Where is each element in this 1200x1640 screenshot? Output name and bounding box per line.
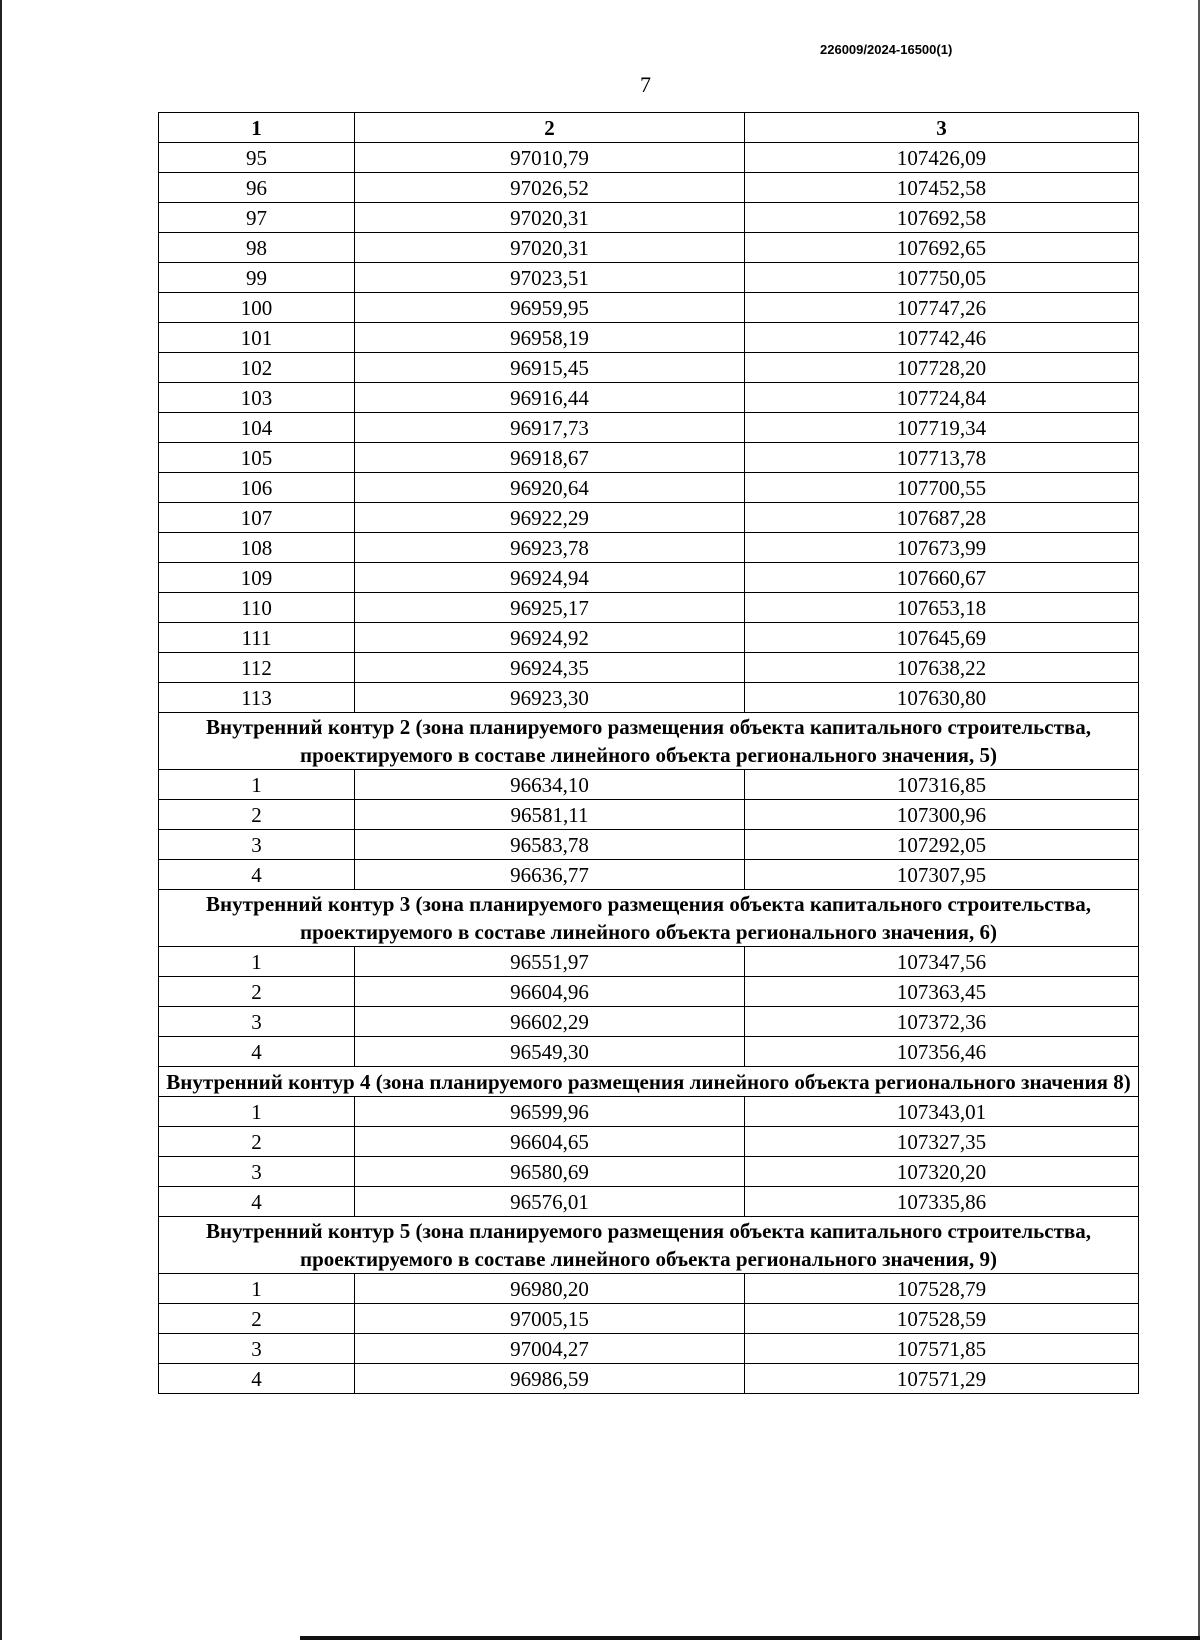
point-number-cell: 1 bbox=[159, 1097, 355, 1127]
table-row bbox=[159, 1127, 1139, 1157]
y-coordinate-cell: 107571,85 bbox=[745, 1334, 1139, 1364]
y-coordinate-cell: 107638,22 bbox=[745, 653, 1139, 683]
x-coordinate-cell: 97020,31 bbox=[355, 233, 745, 263]
point-number-cell: 109 bbox=[159, 563, 355, 593]
y-coordinate-cell: 107692,58 bbox=[745, 203, 1139, 233]
table-row bbox=[159, 593, 1139, 623]
x-coordinate-cell: 96576,01 bbox=[355, 1187, 745, 1217]
x-coordinate-cell: 96549,30 bbox=[355, 1037, 745, 1067]
column-header: 1 bbox=[159, 113, 355, 143]
table-row bbox=[159, 533, 1139, 563]
table-row bbox=[159, 947, 1139, 977]
y-coordinate-cell: 107327,35 bbox=[745, 1127, 1139, 1157]
section-heading: Внутренний контур 5 (зона планируемого размещения объекта капитального строительства, проектируемого в составе линейного объекта регионального значения, 9) bbox=[159, 1217, 1139, 1274]
table-row bbox=[159, 1304, 1139, 1334]
table-row bbox=[159, 383, 1139, 413]
y-coordinate-cell: 107452,58 bbox=[745, 173, 1139, 203]
y-coordinate-cell: 107571,29 bbox=[745, 1364, 1139, 1394]
point-number-cell: 111 bbox=[159, 623, 355, 653]
table-row bbox=[159, 563, 1139, 593]
y-coordinate-cell: 107645,69 bbox=[745, 623, 1139, 653]
x-coordinate-cell: 96918,67 bbox=[355, 443, 745, 473]
y-coordinate-cell: 107528,59 bbox=[745, 1304, 1139, 1334]
scan-bottom-edge bbox=[300, 1636, 1200, 1640]
table-row bbox=[159, 770, 1139, 800]
y-coordinate-cell: 107528,79 bbox=[745, 1274, 1139, 1304]
column-header: 3 bbox=[745, 113, 1139, 143]
table-row bbox=[159, 203, 1139, 233]
page-number: 7 bbox=[640, 72, 651, 97]
point-number-cell: 98 bbox=[159, 233, 355, 263]
table-body bbox=[159, 143, 1139, 1394]
y-coordinate-cell: 107700,55 bbox=[745, 473, 1139, 503]
point-number-cell: 100 bbox=[159, 293, 355, 323]
point-number-cell: 113 bbox=[159, 683, 355, 713]
section-heading: Внутренний контур 2 (зона планируемого размещения объекта капитального строительства, проектируемого в составе линейного объекта регионального значения, 5) bbox=[159, 713, 1139, 770]
point-number-cell: 104 bbox=[159, 413, 355, 443]
y-coordinate-cell: 107719,34 bbox=[745, 413, 1139, 443]
x-coordinate-cell: 96925,17 bbox=[355, 593, 745, 623]
point-number-cell: 112 bbox=[159, 653, 355, 683]
x-coordinate-cell: 96920,64 bbox=[355, 473, 745, 503]
point-number-cell: 2 bbox=[159, 1304, 355, 1334]
point-number-cell: 4 bbox=[159, 1037, 355, 1067]
point-number-cell: 3 bbox=[159, 1334, 355, 1364]
table-row bbox=[159, 830, 1139, 860]
table-row bbox=[159, 1097, 1139, 1127]
y-coordinate-cell: 107724,84 bbox=[745, 383, 1139, 413]
y-coordinate-cell: 107372,36 bbox=[745, 1007, 1139, 1037]
point-number-cell: 1 bbox=[159, 770, 355, 800]
y-coordinate-cell: 107316,85 bbox=[745, 770, 1139, 800]
table-row bbox=[159, 1157, 1139, 1187]
table-row bbox=[159, 323, 1139, 353]
point-number-cell: 101 bbox=[159, 323, 355, 353]
point-number-cell: 3 bbox=[159, 830, 355, 860]
x-coordinate-cell: 96986,59 bbox=[355, 1364, 745, 1394]
x-coordinate-cell: 96583,78 bbox=[355, 830, 745, 860]
table-row bbox=[159, 443, 1139, 473]
section-heading: Внутренний контур 4 (зона планируемого размещения линейного объекта регионального значения 8) bbox=[159, 1067, 1139, 1097]
document-id: 226009/2024-16500(1) bbox=[820, 42, 953, 57]
x-coordinate-cell: 96581,11 bbox=[355, 800, 745, 830]
x-coordinate-cell: 97004,27 bbox=[355, 1334, 745, 1364]
x-coordinate-cell: 96924,35 bbox=[355, 653, 745, 683]
x-coordinate-cell: 96924,92 bbox=[355, 623, 745, 653]
y-coordinate-cell: 107300,96 bbox=[745, 800, 1139, 830]
point-number-cell: 107 bbox=[159, 503, 355, 533]
point-number-cell: 3 bbox=[159, 1007, 355, 1037]
scan-left-edge bbox=[0, 0, 2, 1640]
x-coordinate-cell: 97005,15 bbox=[355, 1304, 745, 1334]
point-number-cell: 4 bbox=[159, 1364, 355, 1394]
y-coordinate-cell: 107292,05 bbox=[745, 830, 1139, 860]
point-number-cell: 1 bbox=[159, 1274, 355, 1304]
table-row bbox=[159, 1334, 1139, 1364]
point-number-cell: 2 bbox=[159, 977, 355, 1007]
y-coordinate-cell: 107750,05 bbox=[745, 263, 1139, 293]
x-coordinate-cell: 96923,30 bbox=[355, 683, 745, 713]
point-number-cell: 110 bbox=[159, 593, 355, 623]
table-row bbox=[159, 683, 1139, 713]
point-number-cell: 105 bbox=[159, 443, 355, 473]
x-coordinate-cell: 96917,73 bbox=[355, 413, 745, 443]
x-coordinate-cell: 96604,96 bbox=[355, 977, 745, 1007]
point-number-cell: 97 bbox=[159, 203, 355, 233]
x-coordinate-cell: 96959,95 bbox=[355, 293, 745, 323]
point-number-cell: 99 bbox=[159, 263, 355, 293]
x-coordinate-cell: 97026,52 bbox=[355, 173, 745, 203]
table-row bbox=[159, 293, 1139, 323]
point-number-cell: 1 bbox=[159, 947, 355, 977]
point-number-cell: 96 bbox=[159, 173, 355, 203]
y-coordinate-cell: 107343,01 bbox=[745, 1097, 1139, 1127]
table-row bbox=[159, 173, 1139, 203]
x-coordinate-cell: 97020,31 bbox=[355, 203, 745, 233]
section-heading-row bbox=[159, 1067, 1139, 1097]
table-row bbox=[159, 977, 1139, 1007]
x-coordinate-cell: 96634,10 bbox=[355, 770, 745, 800]
point-number-cell: 3 bbox=[159, 1157, 355, 1187]
table-row bbox=[159, 1187, 1139, 1217]
x-coordinate-cell: 96602,29 bbox=[355, 1007, 745, 1037]
x-coordinate-cell: 96604,65 bbox=[355, 1127, 745, 1157]
column-header: 2 bbox=[355, 113, 745, 143]
table-row bbox=[159, 473, 1139, 503]
point-number-cell: 106 bbox=[159, 473, 355, 503]
y-coordinate-cell: 107653,18 bbox=[745, 593, 1139, 623]
table-row bbox=[159, 353, 1139, 383]
coordinates-table bbox=[158, 112, 1139, 1394]
point-number-cell: 102 bbox=[159, 353, 355, 383]
y-coordinate-cell: 107742,46 bbox=[745, 323, 1139, 353]
x-coordinate-cell: 96915,45 bbox=[355, 353, 745, 383]
y-coordinate-cell: 107356,46 bbox=[745, 1037, 1139, 1067]
x-coordinate-cell: 96551,97 bbox=[355, 947, 745, 977]
table-row bbox=[159, 653, 1139, 683]
x-coordinate-cell: 96958,19 bbox=[355, 323, 745, 353]
x-coordinate-cell: 96923,78 bbox=[355, 533, 745, 563]
x-coordinate-cell: 96980,20 bbox=[355, 1274, 745, 1304]
y-coordinate-cell: 107307,95 bbox=[745, 860, 1139, 890]
table-row bbox=[159, 800, 1139, 830]
x-coordinate-cell: 96924,94 bbox=[355, 563, 745, 593]
x-coordinate-cell: 96580,69 bbox=[355, 1157, 745, 1187]
table-row bbox=[159, 1364, 1139, 1394]
table-row bbox=[159, 1007, 1139, 1037]
section-heading-row bbox=[159, 713, 1139, 770]
table-row bbox=[159, 860, 1139, 890]
y-coordinate-cell: 107363,45 bbox=[745, 977, 1139, 1007]
y-coordinate-cell: 107692,65 bbox=[745, 233, 1139, 263]
table-row bbox=[159, 503, 1139, 533]
y-coordinate-cell: 107673,99 bbox=[745, 533, 1139, 563]
point-number-cell: 108 bbox=[159, 533, 355, 563]
table-row bbox=[159, 623, 1139, 653]
point-number-cell: 103 bbox=[159, 383, 355, 413]
table-row bbox=[159, 413, 1139, 443]
y-coordinate-cell: 107335,86 bbox=[745, 1187, 1139, 1217]
y-coordinate-cell: 107747,26 bbox=[745, 293, 1139, 323]
point-number-cell: 2 bbox=[159, 1127, 355, 1157]
section-heading-row bbox=[159, 890, 1139, 947]
x-coordinate-cell: 96922,29 bbox=[355, 503, 745, 533]
x-coordinate-cell: 96636,77 bbox=[355, 860, 745, 890]
point-number-cell: 95 bbox=[159, 143, 355, 173]
table-row bbox=[159, 1037, 1139, 1067]
y-coordinate-cell: 107728,20 bbox=[745, 353, 1139, 383]
table-row bbox=[159, 143, 1139, 173]
y-coordinate-cell: 107347,56 bbox=[745, 947, 1139, 977]
y-coordinate-cell: 107320,20 bbox=[745, 1157, 1139, 1187]
point-number-cell: 2 bbox=[159, 800, 355, 830]
x-coordinate-cell: 97010,79 bbox=[355, 143, 745, 173]
y-coordinate-cell: 107426,09 bbox=[745, 143, 1139, 173]
x-coordinate-cell: 96916,44 bbox=[355, 383, 745, 413]
point-number-cell: 4 bbox=[159, 860, 355, 890]
y-coordinate-cell: 107660,67 bbox=[745, 563, 1139, 593]
table-row bbox=[159, 233, 1139, 263]
table-row bbox=[159, 1274, 1139, 1304]
section-heading: Внутренний контур 3 (зона планируемого размещения объекта капитального строительства, проектируемого в составе линейного объекта регионального значения, 6) bbox=[159, 890, 1139, 947]
section-heading-row bbox=[159, 1217, 1139, 1274]
table-header-row bbox=[159, 113, 1139, 143]
y-coordinate-cell: 107687,28 bbox=[745, 503, 1139, 533]
y-coordinate-cell: 107630,80 bbox=[745, 683, 1139, 713]
x-coordinate-cell: 97023,51 bbox=[355, 263, 745, 293]
table-row bbox=[159, 263, 1139, 293]
y-coordinate-cell: 107713,78 bbox=[745, 443, 1139, 473]
point-number-cell: 4 bbox=[159, 1187, 355, 1217]
x-coordinate-cell: 96599,96 bbox=[355, 1097, 745, 1127]
